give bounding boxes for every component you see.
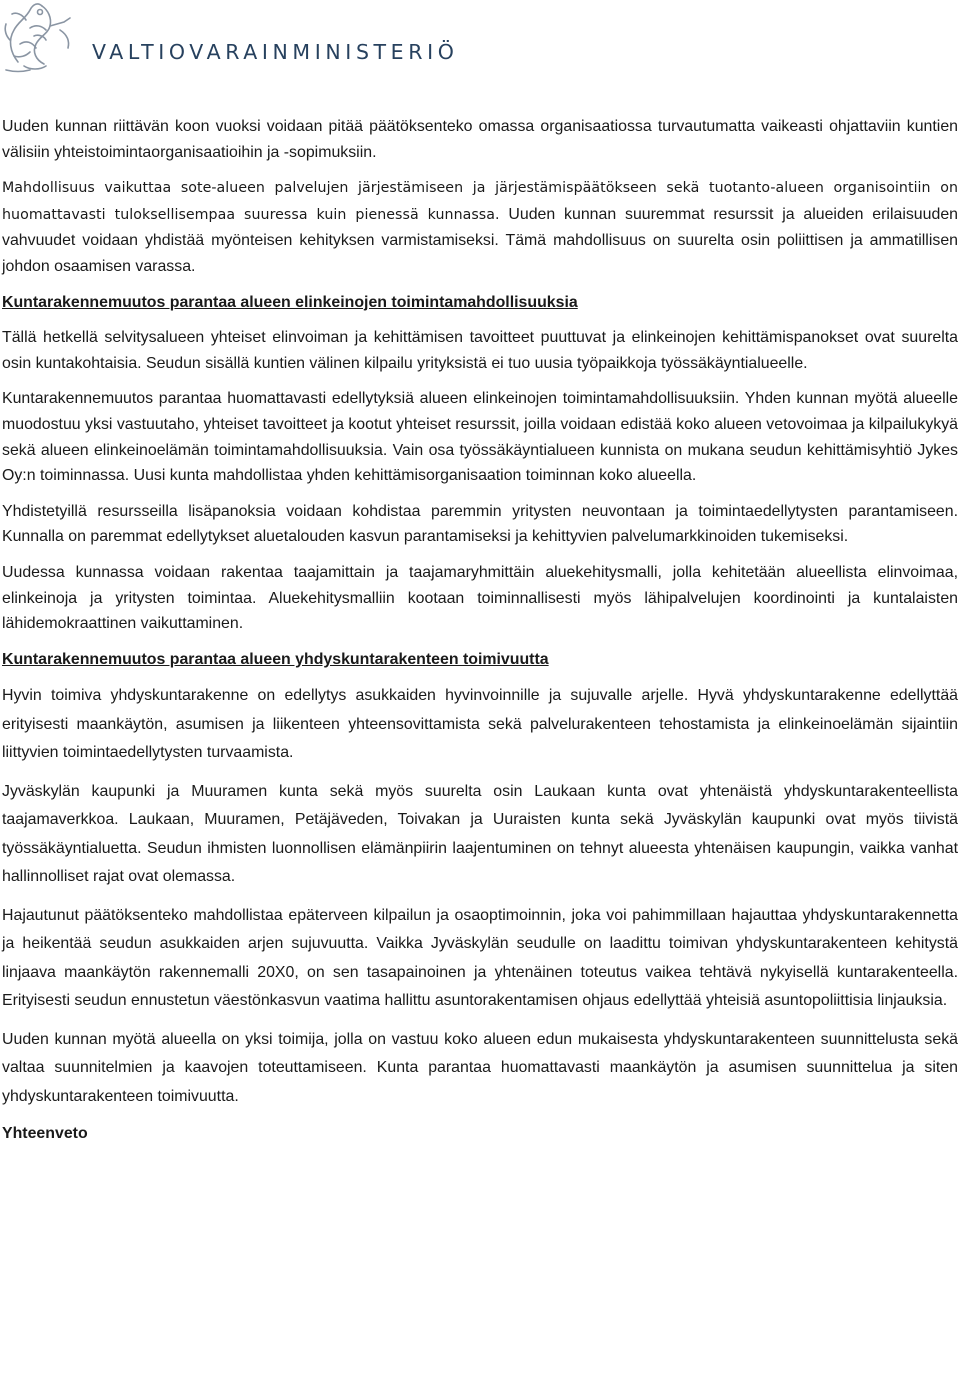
paragraph: Hyvin toimiva yhdyskuntarakenne on edellytys asukkaiden hyvinvoinnille ja sujuvalle arjelle. Hyvä yhdyskuntarakenne edellyttää erityisesti maankäytön, asumisen ja liikenteen yhteensovittamista sekä palvelurakenteen tehostamista ja elinkeinoelämän sijaintiin liittyvien toimintaedellytysten turvaamista. [2, 687, 958, 762]
paragraph-sentence: Uuden kunnan suuremmat resurssit ja alueiden erilaisuuden vahvuudet voidaan yhdistää myönteisen kehityksen varmistamiseksi. Tämä mahdollisuus on suurelta osin poliittisen ja ammatillisen johdon osaamisen varassa. [2, 205, 958, 275]
paragraph: Yhdistetyillä resursseilla lisäpanoksia voidaan kohdistaa paremmin yritysten neuvontaan ja toimintaedellytysten parantamiseen. Kunnalla on paremmat edellytykset aluetalouden kasvun parantamiseksi ja kehittyvien palvelumarkkinoiden tukemiseksi. [2, 502, 958, 546]
section-heading: Kuntarakennemuutos parantaa alueen yhdyskuntarakenteen toimivuutta [2, 650, 549, 668]
paragraph: Hajautunut päätöksenteko mahdollistaa epäterveen kilpailun ja osaoptimoinnin, joka voi pahimmillaan hajauttaa yhdyskuntarakennetta ja heikentää seudun asukkaiden arjen sujuvuutta. Vaikka Jyväskylän seudulle on laadittu toimivan yhdyskuntarakenteen kehitystä linjaava maankäytön rakennemalli 20X0, on sen tasapainoinen ja yhtenäinen toteutus vaikea tehtävä nykyisellä kuntarakenteella. Erityisesti seudun ennustetun väestönkasvun vaatima hallittu asuntorakentamisen ohjaus edellyttää yhteisiä asuntopoliittisia linjauksia. [2, 906, 958, 1010]
paragraph: Kuntarakennemuutos parantaa huomattavasti edellytyksiä alueen elinkeinojen toimintamahdollisuuksiin. Yhden kunnan myötä alueelle muodostuu yksi vastuutaho, yhteiset tavoitteet ja kootut yhteiset resurssit, joilla voidaan edistää koko alueen vetovoimaa ja kilpailukykyä sekä alueen elinkeinoelämän toimintamahdollisuuksia. Vain osa työssäkäyntialueen kunnista on mukana seudun kehittämisyhtiö Jykes Oy:n toiminnassa. Uusi kunta mahdollistaa yhden kehittämisorganisaation toiminnan koko alueella. [2, 390, 958, 485]
section-heading: Yhteenveto [2, 1125, 88, 1143]
section-heading: Kuntarakennemuutos parantaa alueen elinkeinojen toimintamahdollisuuksia [2, 293, 578, 311]
paragraph [2, 175, 958, 279]
ministry-name: VALTIOVARAINMINISTERIÖ [92, 40, 459, 64]
paragraph: Jyväskylän kaupunki ja Muuramen kunta sekä myös suurelta osin Laukaan kunta ovat yhtenäistä yhdyskuntarakenteellista taajamaverkkoa. Laukaan, Muuramen, Petäjäveden, Toivakan ja Uuraisten kunta sekä Jyväskylän kaupunki ovat myös tiivistä työssäkäyntialuetta. Seudun ihmisten luonnollisen elämänpiirin laajentuminen on tehnyt alueesta yhtenäisen kaupungin, vaikka vanhat hallinnolliset rajat ovat olemassa. [2, 782, 958, 886]
paragraph: Tällä hetkellä selvitysalueen yhteiset elinvoiman ja kehittämisen tavoitteet puuttuvat ja elinkeinojen kehittämispanokset ovat suurelta osin kuntakohtaisia. Seudun sisällä kuntien välinen kilpailu yrityksistä ei tuo uusia työpaikkoja työssäkäyntialueelle. [2, 329, 958, 372]
paragraph: Uuden kunnan riittävän koon vuoksi voidaan pitää päätöksenteko omassa organisaatiossa turvautumatta vaikeasti ohjattaviin kuntien välisiin yhteistoimintaorganisaatioihin ja -sopimuksiin. [2, 118, 958, 161]
document-body [2, 114, 958, 1147]
paragraph-sentence: Mahdollisuus vaikuttaa sote-alueen palvelujen järjestämiseen ja järjestämispäätökseen sekä tuotanto-alueen organisointiin on huomattavasti tuloksellisempaa suuressa kuin pienessä kunnassa. [2, 180, 958, 223]
paragraph: Uuden kunnan myötä alueella on yksi toimija, jolla on vastuu koko alueen edun mukaisesta yhdyskuntarakenteen suunnittelusta sekä valtaa suunnitelmien ja kaavojen toteuttamiseen. Kunta parantaa huomattavasti maankäytön ja asumisen suunnittelua ja siten yhdyskuntarakenteen toimivuutta. [2, 1030, 958, 1105]
paragraph: Uudessa kunnassa voidaan rakentaa taajamittain ja taajamaryhmittäin aluekehitysmalli, jolla kehitetään alueellista elinvoimaa, elinkeinoja ja yritysten toimintaa. Aluekehitysmalliin kootaan toiminnallisesti myös lähipalvelujen koordinointi ja kuntalaisten lähidemokraattinen vaikuttaminen. [2, 563, 958, 633]
lion-coat-of-arms-icon [0, 0, 82, 76]
page-header [0, 0, 960, 80]
